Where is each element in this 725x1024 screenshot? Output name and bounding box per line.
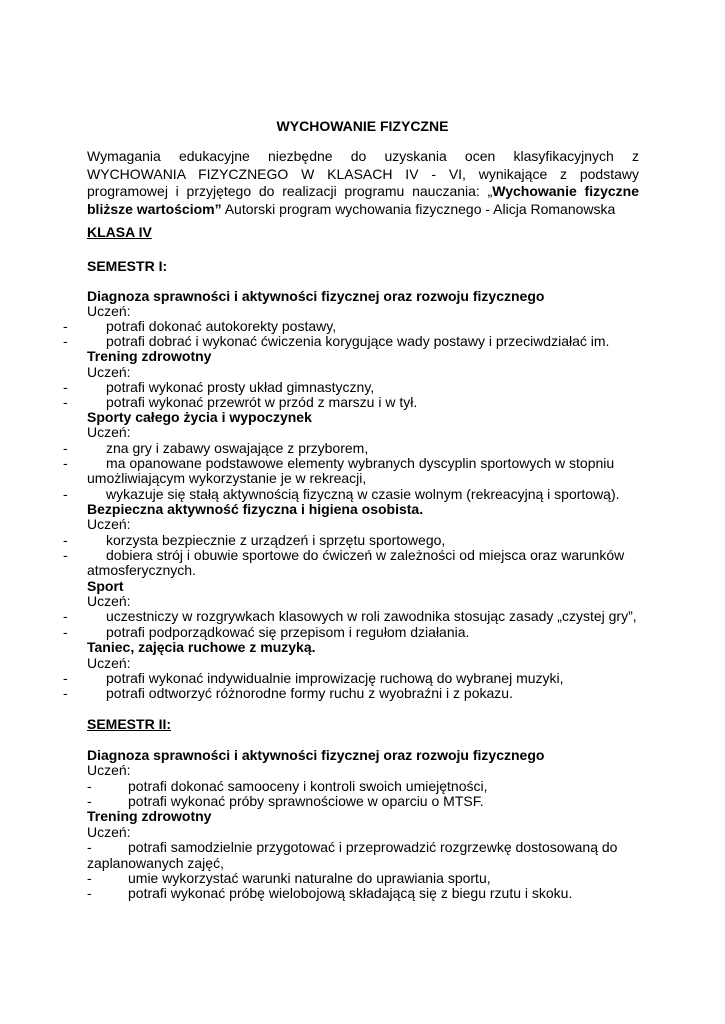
s2-section-diagnoza-heading: Diagnoza sprawności i aktywności fizycznej oraz rozwoju fizycznego <box>87 747 545 763</box>
list-dash: - <box>63 440 68 456</box>
list-item: potrafi podporządkować się przepisom i regułom działania. <box>106 624 470 640</box>
list-dash: - <box>63 455 68 471</box>
list-dash: - <box>63 486 68 502</box>
s2-diagnoza-student: Uczeń: <box>87 762 131 778</box>
list-item: zna gry i zabawy oswajające z przyborem, <box>106 440 369 456</box>
list-item: uczestniczy w rozgrywkach klasowych w roli zawodnika stosując zasady „czystej gry”, <box>106 608 637 624</box>
list-item: umie wykorzystać warunki naturalne do uprawiania sportu, <box>128 870 491 886</box>
s1-section-taniec-heading: Taniec, zajęcia ruchowe z muzyką. <box>87 639 316 655</box>
s1-trening-student: Uczeń: <box>87 364 131 380</box>
s2-section-trening-heading: Trening zdrowotny <box>87 808 212 824</box>
intro-text-after: Autorski program wychowania fizycznego - Alicja Romanowska <box>221 200 616 217</box>
list-dash: - <box>63 532 68 548</box>
list-dash: - <box>63 318 68 334</box>
s1-sporty-student: Uczeń: <box>87 424 131 440</box>
s1-section-bezpieczna-heading: Bezpieczna aktywność fizyczna i higiena osobista. <box>87 501 424 517</box>
list-dash: - <box>87 870 92 886</box>
intro-text-before: Wymagania edukacyjne niezbędne do uzyskania ocen klasyfikacyjnych z WYCHOWANIA FIZYCZNEGO W KLASACH IV - VI, wynikające z podstawy programowej i przyjętego do realizacji programu nauczania: „ <box>87 148 639 200</box>
list-item: potrafi wykonać próbę wielobojową składającą się z biegu rzutu i skoku. <box>128 885 573 901</box>
s1-section-sporty-heading: Sporty całego życia i wypoczynek <box>87 409 312 425</box>
list-item: potrafi wykonać próby sprawnościowe w oparciu o MTSF. <box>128 793 484 809</box>
list-dash: - <box>63 685 68 701</box>
list-dash: - <box>63 333 68 349</box>
list-item: potrafi wykonać przewrót w przód z marszu i w tył. <box>106 394 418 410</box>
s1-section-trening-heading: Trening zdrowotny <box>87 348 212 364</box>
list-item: wykazuje się stałą aktywnością fizyczną w czasie wolnym (rekreacyjną i sportową). <box>106 486 620 502</box>
list-item: dobiera strój i obuwie sportowe do ćwiczeń w zależności od miejsca oraz warunków <box>106 547 625 563</box>
list-dash: - <box>63 608 68 624</box>
s1-taniec-student: Uczeń: <box>87 655 131 671</box>
list-item: korzysta bezpiecznie z urządzeń i sprzętu sportowego, <box>106 532 446 548</box>
document-title: WYCHOWANIE FIZYCZNE <box>276 118 449 134</box>
s1-sport-student: Uczeń: <box>87 593 131 609</box>
s1-section-sport-heading: Sport <box>87 578 124 594</box>
list-dash: - <box>87 793 92 809</box>
semestr2-heading: SEMESTR II: <box>87 716 172 732</box>
intro-paragraph <box>87 148 639 218</box>
intro-program-title: Wychowanie fizyczne bliższe wartościom” <box>87 183 639 217</box>
s2-trening-student: Uczeń: <box>87 824 131 840</box>
list-dash: - <box>63 394 68 410</box>
list-item: potrafi dobrać i wykonać ćwiczenia korygujące wady postawy i przeciwdziałać im. <box>106 333 610 349</box>
list-dash: - <box>87 778 92 794</box>
klasa-heading: KLASA IV <box>87 224 152 240</box>
list-dash: - <box>63 670 68 686</box>
s1-bezpieczna-student: Uczeń: <box>87 516 131 532</box>
s1-section-diagnoza-heading: Diagnoza sprawności i aktywności fizycznej oraz rozwoju fizycznego <box>87 288 545 304</box>
list-dash: - <box>87 885 92 901</box>
semestr1-heading: SEMESTR I: <box>87 258 168 274</box>
list-item: potrafi wykonać indywidualnie improwizację ruchową do wybranej muzyki, <box>106 670 564 686</box>
list-dash: - <box>63 624 68 640</box>
s1-diagnoza-student: Uczeń: <box>87 303 131 319</box>
list-item: ma opanowane podstawowe elementy wybranych dyscyplin sportowych w stopniu <box>106 455 615 471</box>
list-item: potrafi samodzielnie przygotować i przeprowadzić rozgrzewkę dostosowaną do <box>128 839 618 855</box>
list-item: potrafi dokonać samooceny i kontroli swoich umiejętności, <box>128 778 488 794</box>
list-item-continuation: zaplanowanych zajęć, <box>87 855 224 871</box>
list-item: potrafi wykonać prosty układ gimnastyczny, <box>106 379 375 395</box>
list-item: potrafi odtworzyć różnorodne formy ruchu z wyobraźni i z pokazu. <box>106 685 513 701</box>
list-item: potrafi dokonać autokorekty postawy, <box>106 318 337 334</box>
list-dash: - <box>63 379 68 395</box>
list-dash: - <box>63 547 68 563</box>
list-dash: - <box>87 839 92 855</box>
list-item-continuation: umożliwiającym wykorzystanie je w rekreacji, <box>87 470 367 486</box>
list-item-continuation: atmosferycznych. <box>87 562 196 578</box>
